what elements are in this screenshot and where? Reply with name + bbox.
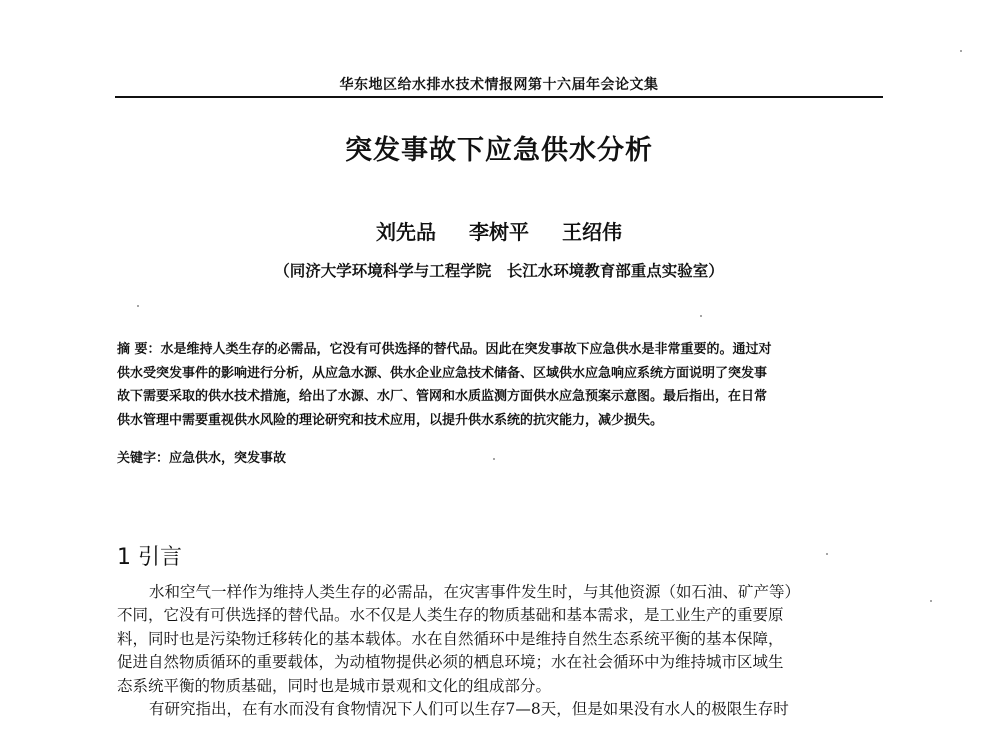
body-line: 有研究指出，在有水而没有食物情况下人们可以生存7—8天，但是如果没有水人的极限生存时 [149, 700, 789, 719]
scan-speck [930, 600, 932, 602]
affiliation: （同济大学环境科学与工程学院 长江水环境教育部重点实验室） [274, 261, 724, 280]
scan-speck [960, 50, 962, 52]
author-list [115, 216, 883, 245]
keywords: 关键字：应急供水，突发事故 [117, 451, 287, 466]
body-line: 态系统平衡的物质基础，同时也是城市景观和文化的组成部分。 [117, 676, 552, 695]
scan-speck [137, 305, 139, 307]
scan-speck [700, 315, 702, 317]
scan-speck [826, 553, 828, 555]
scan-speck [493, 458, 495, 460]
body-line: 料，同时也是污染物迁移转化的基本载体。水在自然循环中是维持自然生态系统平衡的基本保障， [117, 629, 784, 648]
author-name: 李树平 [469, 220, 529, 244]
author-name: 王绍伟 [561, 220, 622, 244]
section-body [117, 581, 887, 721]
abstract-line: 故下需要采取的供水技术措施，给出了水源、水厂、管网和水质监测方面供水应急预案示意图。最后指出，在日常 [117, 389, 768, 404]
abstract-line: 摘 要：水是维持人类生存的必需品，它没有可供选择的替代品。因此在突发事故下应急供水是非常重要的。通过对 [117, 342, 772, 357]
section-heading: 1 引言 [117, 545, 182, 570]
abstract-line: 供水管理中需要重视供水风险的理论研究和技术应用，以提升供水系统的抗灾能力，减少损失。 [117, 412, 664, 428]
paper-title: 突发事故下应急供水分析 [345, 135, 653, 166]
body-line: 促进自然物质循环的重要载体，为动植物提供必须的栖息环境；水在社会循环中为维持城市区域生 [117, 653, 784, 672]
abstract-line: 供水受突发事件的影响进行分析，从应急水源、供水企业应急技术储备、区域供水应急响应系统方面说明了突发事 [117, 365, 768, 381]
running-header: 华东地区给水排水技术情报网第十六届年会论文集 [339, 77, 659, 93]
header-rule [115, 96, 883, 98]
body-line: 不同，它没有可供选择的替代品。水不仅是人类生存的物质基础和基本需求，是工业生产的重要原 [117, 606, 784, 625]
body-line: 水和空气一样作为维持人类生存的必需品，在灾害事件发生时，与其他资源（如石油、矿产等） [149, 583, 801, 601]
author-name: 刘先品 [376, 220, 437, 244]
abstract [117, 338, 883, 432]
